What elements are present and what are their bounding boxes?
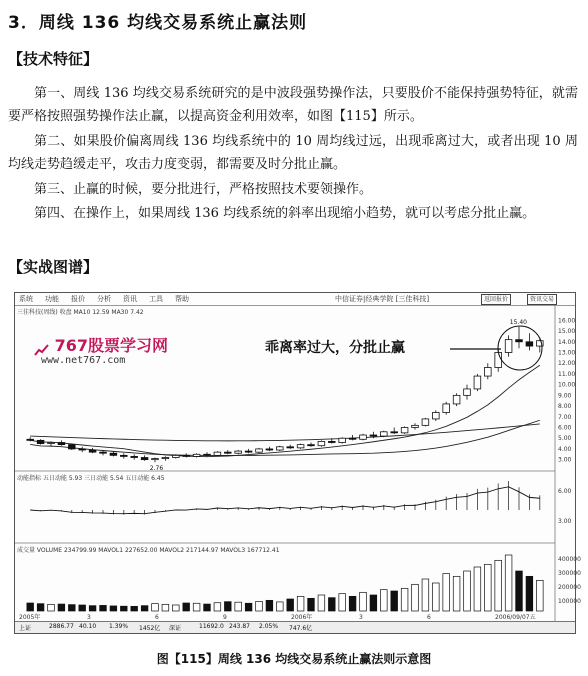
volume-bar xyxy=(297,596,304,611)
volume-tick-label: 100000 xyxy=(558,598,581,605)
annotation-text: 乖离率过大，分批止赢 xyxy=(265,340,405,356)
candle-body xyxy=(422,419,429,425)
candle-body xyxy=(193,454,200,456)
candle-body xyxy=(141,458,148,460)
candle-body xyxy=(328,441,335,442)
candle-body xyxy=(68,445,75,449)
volume-bar xyxy=(484,564,491,611)
candle-body xyxy=(152,459,159,460)
candle-body xyxy=(464,389,471,395)
section-heading-tech: 【技术特征】 xyxy=(8,50,99,68)
candle-body xyxy=(100,452,107,453)
status-item: 40.10 xyxy=(79,623,97,630)
x-axis-label: 6 xyxy=(427,614,431,621)
volume-bar xyxy=(79,605,86,611)
candle-body xyxy=(432,413,439,419)
candle-body xyxy=(27,439,34,440)
candle-body xyxy=(214,452,221,455)
candle-body xyxy=(120,455,127,456)
candle-body xyxy=(349,438,356,439)
window-title: 中信证券|经典学院 [三佳科技] xyxy=(335,295,430,303)
oscillator-line xyxy=(30,487,540,514)
candle-body xyxy=(339,438,346,442)
candle-body xyxy=(162,458,169,459)
volume-bar xyxy=(27,603,34,611)
logo-text: 767股票学习网 xyxy=(54,336,168,355)
volume-bar xyxy=(505,555,512,611)
chart-figure xyxy=(14,292,581,634)
status-item: 上证 xyxy=(19,625,32,632)
price-tick-label: 4.00 xyxy=(558,445,572,453)
ma60-line xyxy=(30,424,540,441)
volume-bar xyxy=(224,602,231,611)
candle-body xyxy=(37,440,44,443)
candle-body xyxy=(48,443,55,444)
volume-bar xyxy=(464,571,471,611)
volume-bar xyxy=(37,604,44,611)
volume-bar xyxy=(349,596,356,611)
volume-tick-label: 400000 xyxy=(558,556,581,563)
price-tick-label: 6.00 xyxy=(558,424,572,432)
status-item: 1.39% xyxy=(109,623,129,630)
volume-bar xyxy=(276,602,283,611)
volume-bar xyxy=(422,579,429,611)
figure-caption: 图【115】周线 136 均线交易系统止赢法则示意图 xyxy=(156,652,432,666)
volume-bar xyxy=(391,591,398,611)
candle-body xyxy=(204,454,211,455)
volume-bar xyxy=(370,595,377,611)
price-tick-label: 14.00 xyxy=(558,338,576,346)
candle-body xyxy=(505,340,512,353)
market-status-bar xyxy=(15,621,575,633)
volume-bar xyxy=(100,605,107,611)
candle-body xyxy=(516,340,523,342)
price-tick-label: 16.00 xyxy=(558,317,576,325)
volume-bar xyxy=(204,604,211,611)
candle-body xyxy=(474,376,481,389)
paragraph-4: 第四、在操作上，如果周线 136 均线系统的斜率出现缩小趋势，就可以考虑分批止赢。 xyxy=(34,206,536,221)
candle-body xyxy=(370,435,377,436)
menu-item: 系统 xyxy=(19,295,33,303)
candle-body xyxy=(412,425,419,427)
status-item: 747.6亿 xyxy=(289,625,313,632)
price-tick-label: 3.00 xyxy=(558,456,572,464)
low-price-label: 2.76 xyxy=(149,465,164,473)
candle-body xyxy=(401,428,408,433)
price-info: 三佳科技(周线) 收盘 MA10 12.59 MA30 7.42 xyxy=(17,309,144,316)
volume-bar xyxy=(328,598,335,611)
price-tick-label: 5.00 xyxy=(558,435,572,443)
x-axis-label: 2006年 xyxy=(291,614,313,621)
candle-body xyxy=(245,451,252,452)
high-price-label: 15.40 xyxy=(509,318,527,326)
candle-body xyxy=(526,342,533,346)
menu-item: 工具 xyxy=(149,295,163,303)
paragraph-2: 第二、如果股价偏离周线 136 均线系统中的 10 周均线过远，出现乖离过大，或者出现 10 周均线走势趋缓走平，攻击力度变弱，都需要及时分批止赢。 xyxy=(8,134,578,172)
price-tick-label: 9.00 xyxy=(558,392,572,400)
volume-bar xyxy=(432,583,439,611)
candle-body xyxy=(453,395,460,404)
volume-bar xyxy=(120,606,127,611)
x-axis-label: 2006/09/07五 xyxy=(495,614,536,621)
volume-bar xyxy=(401,588,408,611)
price-tick-label: 7.00 xyxy=(558,413,572,421)
price-tick-label: 10.00 xyxy=(558,381,576,389)
volume-bar xyxy=(89,606,96,611)
candle-body xyxy=(276,447,283,450)
candle-body xyxy=(443,404,450,413)
volume-bar xyxy=(214,603,221,611)
volume-bar xyxy=(235,602,242,611)
candle-body xyxy=(266,449,273,450)
ma30-line xyxy=(30,420,540,455)
page-title: 3．周线 136 均线交易系统止赢法则 xyxy=(8,13,308,33)
candle-body xyxy=(235,451,242,453)
candle-body xyxy=(110,453,117,455)
volume-bar xyxy=(245,603,252,611)
volume-bar xyxy=(360,592,367,611)
volume-bar xyxy=(536,580,543,611)
candle-body xyxy=(79,449,86,450)
candle-body xyxy=(308,445,315,446)
status-item: 1452亿 xyxy=(139,625,161,632)
volume-bar xyxy=(443,574,450,611)
menu-item: 功能 xyxy=(45,295,59,303)
candle-body xyxy=(224,452,231,453)
paragraph-3: 第三、止赢的时候，要分批进行，严格按照技术要领操作。 xyxy=(34,182,373,197)
price-tick-label: 8.00 xyxy=(558,403,572,411)
status-item: 深证 xyxy=(169,625,182,632)
kdj-info: 动能指标 五日动能 5.93 三日动能 5.54 五日动能 6.45 xyxy=(17,475,165,482)
menu-item: 报价 xyxy=(71,295,85,303)
oscillator-tick-label: 6.00 xyxy=(558,488,572,495)
x-axis-label: 6 xyxy=(155,614,159,621)
paragraph-1: 第一、周线 136 均线交易系统研究的是中波段强势操作法，只要股价不能保持强势特征，就需要严格按照强势操作法止赢，以提高资金利用效率，如图【115】所示。 xyxy=(8,86,578,124)
watermark-url: www.net767.com xyxy=(41,355,126,366)
volume-bar xyxy=(131,606,138,611)
candlestick-chart xyxy=(15,293,581,633)
candle-body xyxy=(89,450,96,452)
trade-button: 资讯交易 xyxy=(527,294,557,305)
volume-tick-label: 300000 xyxy=(558,570,581,577)
volume-bar xyxy=(162,604,169,611)
volume-bar xyxy=(48,604,55,611)
volume-bar xyxy=(412,584,419,611)
candle-body xyxy=(131,456,138,457)
x-axis-label: 9 xyxy=(223,614,227,621)
volume-bar xyxy=(526,576,533,611)
candle-body xyxy=(495,353,502,368)
x-axis-label: 3 xyxy=(359,614,363,621)
candle-body xyxy=(287,447,294,448)
volume-info: 成交量 VOLUME 234799.99 MAVOL1 227652.00 MAVOL2 217144.97 MAVOL3 167712.41 xyxy=(17,547,280,554)
volume-bar xyxy=(380,590,387,611)
candle-body xyxy=(360,435,367,439)
candle-body xyxy=(183,455,190,456)
x-axis-label: 3 xyxy=(87,614,91,621)
price-tick-label: 15.00 xyxy=(558,328,576,336)
volume-bar xyxy=(110,606,117,611)
volume-bar xyxy=(516,571,523,611)
candle-body xyxy=(172,455,179,457)
price-tick-label: 13.00 xyxy=(558,349,576,357)
volume-bar xyxy=(495,560,502,611)
menu-item: 分析 xyxy=(97,295,111,303)
volume-bar xyxy=(453,576,460,611)
status-item: 11692.0 xyxy=(199,623,224,630)
candle-body xyxy=(256,449,263,452)
section-heading-chart: 【实战图谱】 xyxy=(8,258,99,276)
status-item: 2.05% xyxy=(259,623,279,630)
menu-item: 帮助 xyxy=(175,295,189,303)
volume-tick-label: 200000 xyxy=(558,584,581,591)
volume-bar xyxy=(339,594,346,611)
candle-body xyxy=(380,432,387,436)
status-item: 243.87 xyxy=(229,623,250,630)
price-tick-label: 11.00 xyxy=(558,370,576,378)
status-item: 2886.77 xyxy=(49,623,74,630)
volume-bar xyxy=(318,595,325,611)
volume-bar xyxy=(287,599,294,611)
oscillator-tick-label: 3.00 xyxy=(558,518,572,525)
volume-bar xyxy=(266,600,273,611)
volume-bar xyxy=(474,567,481,611)
candle-body xyxy=(318,441,325,445)
volume-bar xyxy=(141,606,148,611)
price-tick-label: 12.00 xyxy=(558,360,576,368)
volume-bar xyxy=(183,603,190,611)
candle-body xyxy=(58,443,65,445)
volume-bar xyxy=(172,605,179,611)
candle-body xyxy=(297,445,304,448)
menu-item: 资讯 xyxy=(123,295,137,303)
candle-body xyxy=(484,368,491,377)
volume-bar xyxy=(152,604,159,611)
x-axis-label: 2005年 xyxy=(19,614,41,621)
candle-body xyxy=(391,432,398,433)
volume-bar xyxy=(308,598,315,611)
volume-bar xyxy=(58,604,65,611)
volume-bar xyxy=(256,601,263,611)
volume-bar xyxy=(68,605,75,611)
volume-bar xyxy=(193,603,200,611)
return-button: 返回报价 xyxy=(481,294,511,305)
